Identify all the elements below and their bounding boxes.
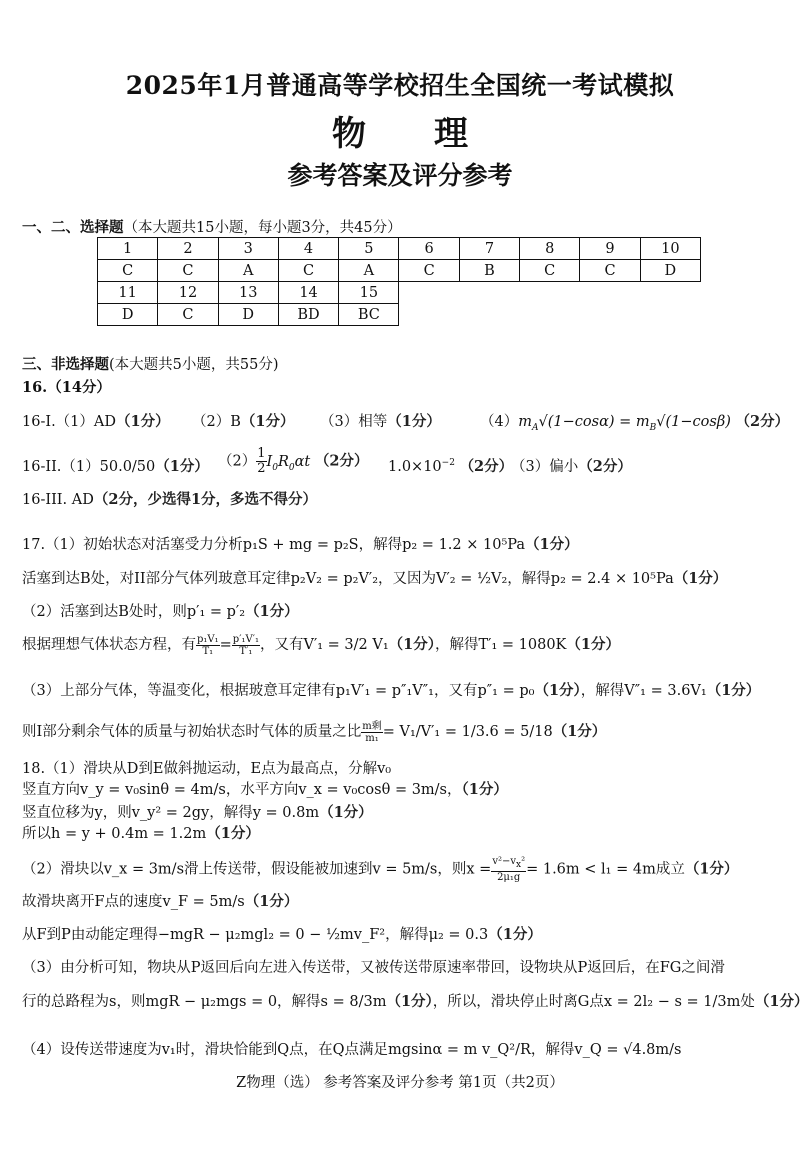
score: （1分）: [386, 993, 433, 1010]
q16-II-1: 16-II.（1）50.0/50: [22, 459, 156, 475]
score: （2分）: [735, 413, 790, 430]
q18-l3-wrap: [22, 801, 373, 822]
table-cell: 5: [339, 238, 399, 260]
table-cell: 11: [98, 282, 158, 304]
table-cell: 15: [339, 282, 399, 304]
q18-line: 从F到P由动能定理得−mgR − μ₂mgl₂ = 0 − ½mv_F²，解得μ₂ = 0.3: [22, 927, 489, 943]
table-cell: 2: [158, 238, 218, 260]
q18-line: = 1.6m < l₁ = 4m成立: [526, 861, 685, 878]
score: （1分）: [206, 825, 260, 842]
subtitle: 参考答案及评分参考: [287, 161, 513, 190]
table-cell: C: [158, 304, 218, 326]
q16-I-3-wrap: [320, 410, 441, 431]
q16-II-4-wrap: [511, 455, 632, 476]
score: （1分）: [552, 723, 607, 740]
table-cell: BD: [278, 304, 338, 326]
q17-l1-wrap: [22, 533, 579, 554]
exam-title: 2025年1月普通高等学校招生全国统一考试模拟: [125, 71, 675, 100]
table-cell: 6: [399, 238, 459, 260]
q18-line: 所以h = y + 0.4m = 1.2m: [22, 826, 207, 842]
q18-line: 故滑块离开F点的速度v_F = 5m/s: [22, 894, 245, 910]
score: （1分）: [388, 636, 436, 653]
score: （1分）: [319, 804, 373, 821]
score: （1分）: [754, 993, 808, 1010]
score: （1分）: [566, 636, 620, 653]
q17-l3-wrap: [22, 600, 299, 621]
answer-table: [97, 237, 701, 326]
page-footer: Z物理（选） 参考答案及评分参考 第1页（共2页）: [236, 1075, 564, 1091]
table-row: [98, 260, 701, 282]
q17-line: 则I部分剩余气体的质量与初始状态时气体的质量之比: [22, 724, 362, 740]
score: （1分）: [684, 860, 739, 878]
score: （1分）: [488, 926, 542, 943]
table-cell: B: [459, 260, 519, 282]
table-cell: 10: [640, 238, 700, 260]
q16-I-2: （2）B: [192, 414, 241, 430]
q17-line: ，解得V″₁ = 3.6V₁: [580, 683, 707, 699]
section1-note: （本大题共15小题，每小题3分，共45分）: [123, 220, 402, 236]
q16-II-1-wrap: [22, 455, 209, 476]
q18-l8: （3）由分析可知，物块从P返回后向左进入传送带，又被传送带原速率带回，设物块从P返回后，在FG之间滑: [22, 960, 725, 976]
table-cell: D: [218, 304, 278, 326]
q17-line: ，解得T′₁ = 1080K: [435, 637, 567, 653]
q16-I-2-wrap: [192, 410, 294, 431]
q17-l4-wrap: 根据理想气体状态方程，有 $\frac{\text{p₁V₁}}{\text{T₁}}$ = $\frac{\text{p′₁V′₁}}{\text{T′₁}}$ ，又有V′₁ = 3/2 V₁（1分），解得T′₁ = 1080K（1分）: [22, 633, 620, 657]
table-cell: 14: [278, 282, 338, 304]
exponent: −2: [441, 458, 455, 469]
q16-III: 16-III. AD: [22, 492, 94, 508]
q16-III-wrap: [22, 488, 317, 509]
q17-line: （2）活塞到达B处时，则p′₁ = p′₂: [22, 604, 246, 620]
table-cell: C: [98, 260, 158, 282]
score: （2分）: [459, 458, 514, 475]
q16-head: [22, 376, 111, 397]
score: （2分）: [578, 458, 632, 475]
section1-title: 一、二、选择题: [22, 219, 124, 236]
table-cell: A: [218, 260, 278, 282]
q16-II-2-wrap: （2） $\frac{1}{2}$ $I_0R_0\alpha t$ （2分）: [218, 446, 369, 476]
q16-II-3-wrap: [388, 455, 513, 476]
table-cell: C: [158, 260, 218, 282]
score: （1分）: [461, 781, 508, 798]
q18-l4-wrap: [22, 822, 260, 843]
score: （1分）: [244, 893, 299, 910]
table-cell: A: [339, 260, 399, 282]
q18-line: 行的总路程为s，则mgR − μ₂mgs = 0，解得s = 8/3m: [22, 994, 387, 1010]
table-cell: C: [399, 260, 459, 282]
score: （2分）: [314, 452, 369, 470]
q18-l10: （4）设传送带速度为v₁时，滑块恰能到Q点，在Q点满足mgsinα = m v_Q²/R，解得v_Q = √4.8m/s: [22, 1042, 682, 1058]
q18-l9-wrap: [22, 990, 808, 1011]
q18-l6-wrap: [22, 890, 298, 911]
q17-line: （3）上部分气体，等温变化，根据玻意耳定律有p₁V′₁ = p″₁V″₁，又有p″₁ = p₀: [22, 683, 535, 699]
table-cell: BC: [339, 304, 399, 326]
score: （1分）: [706, 682, 761, 699]
q16-number: 16.: [22, 379, 48, 396]
q16-II-3: 1.0×10: [388, 459, 442, 475]
score: （1分）: [673, 570, 728, 587]
table-row: [98, 304, 701, 326]
table-cell: C: [580, 260, 640, 282]
subject-title: [0, 106, 800, 155]
table-cell: 4: [278, 238, 338, 260]
q17-line: 根据理想气体状态方程，有: [22, 637, 196, 653]
q16-I-4: （4）: [480, 414, 519, 430]
score: （1分）: [245, 603, 299, 620]
table-cell: 9: [580, 238, 640, 260]
table-cell: 13: [218, 282, 278, 304]
q16-II-2: （2）: [218, 453, 257, 470]
table-cell: 8: [520, 238, 580, 260]
q18-line: （2）滑块以v_x = 3m/s滑上传送带，假设能被加速到v = 5m/s，则x =: [22, 861, 492, 878]
score: （1分）: [534, 682, 581, 699]
q17-line: 活塞到达B处，对II部分气体列玻意耳定律p₂V₂ = p₂V′₂，又因为V′₂ = ½V₂，解得p₂ = 2.4 × 10⁵Pa: [22, 571, 674, 587]
q17-l5-wrap: [22, 679, 760, 700]
subject-char-1: 物: [332, 114, 366, 154]
score: （1分）: [116, 413, 170, 430]
table-cell: C: [278, 260, 338, 282]
score: （1分）: [525, 536, 579, 553]
section1-heading: [22, 216, 402, 237]
score: （1分）: [155, 458, 209, 475]
table-cell: D: [640, 260, 700, 282]
q16-score: （14分）: [47, 379, 111, 396]
q17-l6-wrap: 则I部分剩余气体的质量与初始状态时气体的质量之比 $\frac{\text{m剩}}{\text{m₁}}$ = V₁/V′₁ = 1/3.6 = 5/18（1分）: [22, 720, 607, 744]
q16-I-line: [22, 410, 170, 431]
q17-line: 17.（1）初始状态对活塞受力分析p₁S + mg = p₂S，解得p₂ = 1.2 × 10⁵Pa: [22, 537, 526, 553]
q18-l7-wrap: [22, 923, 542, 944]
table-row: [98, 238, 701, 260]
q16-II-4: （3）偏小: [511, 459, 579, 475]
q18-line: 竖直方向v_y = v₀sinθ = 4m/s，水平方向v_x = v₀cosθ = 3m/s，: [22, 782, 462, 798]
table-cell: 12: [158, 282, 218, 304]
section2-title: 三、非选择题: [22, 356, 109, 373]
q16-I-3: （3）相等: [320, 414, 388, 430]
score: （1分）: [387, 413, 441, 430]
score: （1分）: [240, 413, 295, 430]
q18-line: 竖直位移为y，则v_y² = 2gy，解得y = 0.8m: [22, 805, 320, 821]
score: （2分，少选得1分，多选不得分）: [93, 491, 318, 508]
q16-I-1: 16-I.（1）AD: [22, 414, 117, 430]
table-cell: D: [98, 304, 158, 326]
q18-l2-wrap: [22, 778, 508, 799]
table-cell: 7: [459, 238, 519, 260]
q16-I-4-formula: $m_A√(1-\cos\alpha) = m_B√(1-\cos\beta)$: [518, 414, 731, 433]
q18-line: ，所以，滑块停止时离G点x = 2l₂ − s = 1/3m处: [432, 994, 755, 1010]
table-cell: 1: [98, 238, 158, 260]
table-cell: C: [520, 260, 580, 282]
section2-note: (本大题共5小题，共55分): [109, 357, 279, 373]
section2-heading: [22, 353, 279, 374]
q16-I-4-wrap: [480, 410, 789, 433]
subject-char-2: 理: [434, 114, 468, 154]
q18-l5-wrap: （2）滑块以v_x = 3m/s滑上传送带，假设能被加速到v = 5m/s，则x = $\frac{v^2-v_x^2}{\text{2μ₁g}}$ = 1.6m < l₁ = 4m成立（1分）: [22, 856, 739, 883]
q16-II-2-formula: $I_0R_0\alpha t$: [266, 453, 311, 473]
q17-line: ，又有V′₁ = 3/2 V₁: [259, 637, 389, 653]
table-row: [98, 282, 701, 304]
q17-l2-wrap: [22, 567, 727, 588]
table-cell: 3: [218, 238, 278, 260]
q17-line: = V₁/V′₁ = 1/3.6 = 5/18: [382, 724, 553, 740]
q18-l1: 18.（1）滑块从D到E做斜抛运动，E点为最高点，分解v₀: [22, 761, 392, 777]
